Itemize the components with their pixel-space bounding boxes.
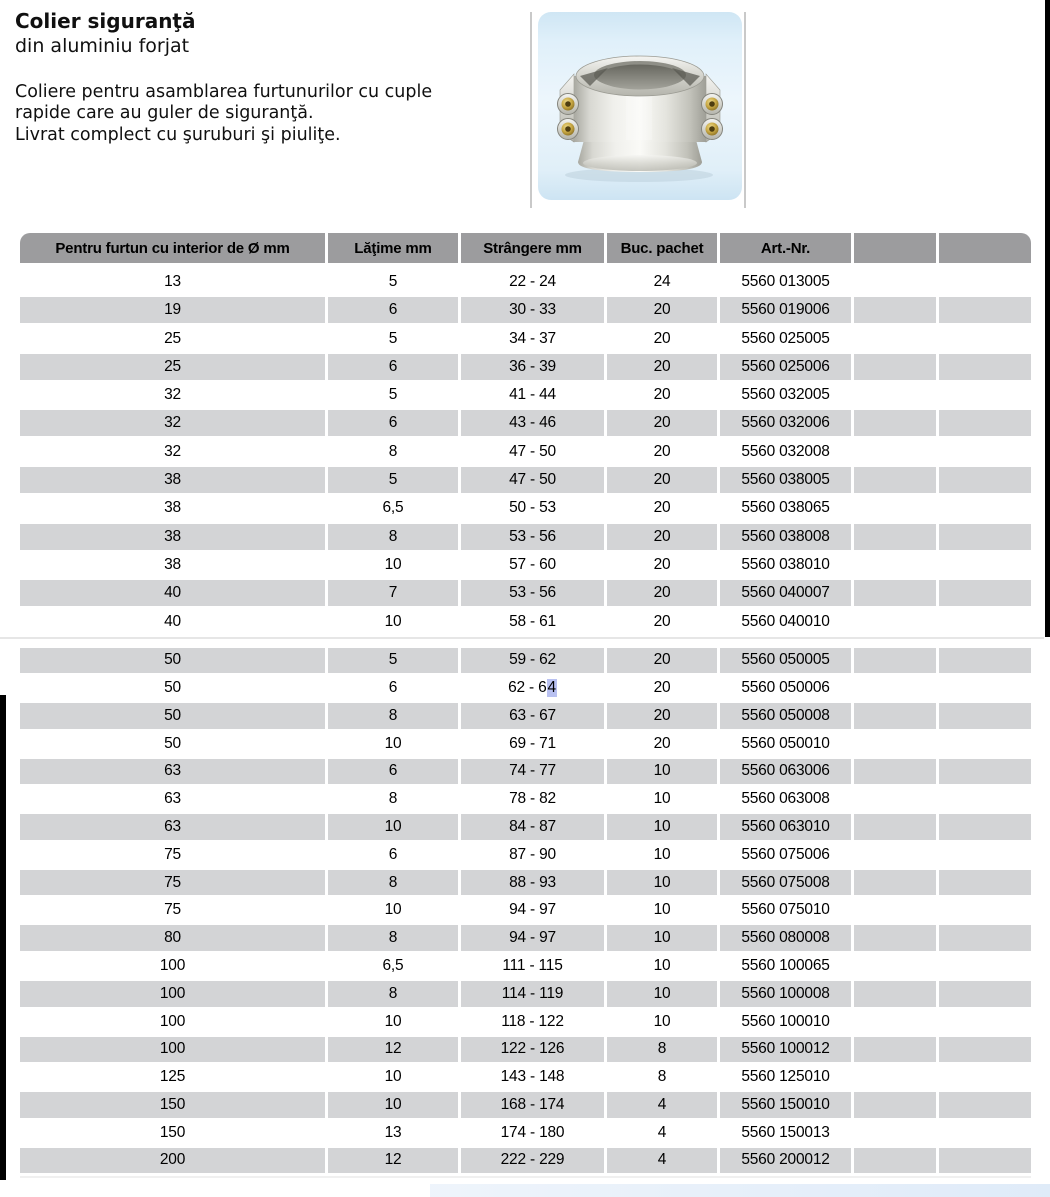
table-cell: 100: [20, 1037, 325, 1063]
table-row: [20, 870, 1031, 896]
table-row: [20, 731, 1031, 757]
table-cell: 41 - 44: [461, 382, 604, 408]
table-cell: [854, 354, 936, 380]
table-cell: 58 - 61: [461, 609, 604, 635]
table-cell: 6: [328, 842, 458, 868]
page-subtitle: din aluminiu forjat: [15, 35, 190, 57]
table-cell: [854, 439, 936, 465]
table-cell: 20: [607, 609, 717, 635]
table-cell: 6,5: [328, 495, 458, 521]
table-cell: 75: [20, 870, 325, 896]
table-cell: 8: [607, 1037, 717, 1063]
table-cell: 100: [20, 1009, 325, 1035]
table-cell: [854, 467, 936, 493]
table-cell: [854, 925, 936, 951]
table-cell: 4: [607, 1092, 717, 1118]
table-cell: [939, 786, 1031, 812]
table-cell: [854, 1120, 936, 1146]
table-cell: 36 - 39: [461, 354, 604, 380]
table-cell: [939, 814, 1031, 840]
table-cell: 122 - 126: [461, 1037, 604, 1063]
table-row: [20, 609, 1031, 635]
table-row: [20, 1064, 1031, 1090]
table-cell: 5: [328, 326, 458, 352]
page-title: Colier siguranţă: [15, 9, 196, 33]
table-cell: [939, 759, 1031, 785]
table-row: [20, 439, 1031, 465]
table-row: [20, 580, 1031, 606]
table-cell: 38: [20, 524, 325, 550]
table-cell: [854, 580, 936, 606]
table-cell: 63 - 67: [461, 703, 604, 729]
table-row: [20, 467, 1031, 493]
table-cell: 13: [20, 269, 325, 295]
table-cell: 5560 100010: [720, 1009, 851, 1035]
table-cell: 10: [328, 814, 458, 840]
table-cell: 20: [607, 326, 717, 352]
table-cell: 8: [328, 524, 458, 550]
table-cell: 5560 038008: [720, 524, 851, 550]
table-cell: 40: [20, 580, 325, 606]
table-cell: 20: [607, 703, 717, 729]
table-cell: 10: [607, 814, 717, 840]
table-row: [20, 1148, 1031, 1174]
table-row: [20, 1009, 1031, 1035]
table-cell: 94 - 97: [461, 925, 604, 951]
table-cell: 168 - 174: [461, 1092, 604, 1118]
table-cell: [939, 898, 1031, 924]
table-cell: 8: [328, 439, 458, 465]
table-cell: 12: [328, 1148, 458, 1174]
table-cell: 7: [328, 580, 458, 606]
table-cell: 87 - 90: [461, 842, 604, 868]
table-cell: 8: [328, 786, 458, 812]
table-cell: 10: [607, 786, 717, 812]
table-row: [20, 648, 1031, 674]
table-cell: 5560 100008: [720, 981, 851, 1007]
scan-artifact-right-bar: [1045, 0, 1050, 637]
table-cell: 5560 032005: [720, 382, 851, 408]
table-row: [20, 382, 1031, 408]
page-break-line: [0, 637, 1044, 639]
table-cell: [939, 467, 1031, 493]
table-cell: 12: [328, 1037, 458, 1063]
table-cell: [939, 870, 1031, 896]
description-line: Livrat complect cu şuruburi şi piuliţe.: [15, 124, 341, 145]
column-header-art-nr: Art.-Nr.: [720, 233, 851, 263]
table-row: [20, 981, 1031, 1007]
table-cell: 5560 050008: [720, 703, 851, 729]
table-row: [20, 1120, 1031, 1146]
table-cell: [854, 524, 936, 550]
table-cell: 47 - 50: [461, 467, 604, 493]
table-cell: 5560 040010: [720, 609, 851, 635]
table-cell: 10: [607, 898, 717, 924]
table-cell: [854, 326, 936, 352]
table-cell: [854, 1092, 936, 1118]
table-cell: 20: [607, 495, 717, 521]
table-cell: 4: [607, 1120, 717, 1146]
product-photo: [538, 12, 742, 200]
table-cell: 22 - 24: [461, 269, 604, 295]
table-cell: [854, 898, 936, 924]
table-cell: 5560 025005: [720, 326, 851, 352]
table-cell: [854, 609, 936, 635]
table-cell: 8: [607, 1064, 717, 1090]
table-cell: 32: [20, 410, 325, 436]
table-cell: 50 - 53: [461, 495, 604, 521]
table-cell: 32: [20, 439, 325, 465]
table-cell: [854, 731, 936, 757]
table-cell: [939, 524, 1031, 550]
table-cell: [854, 953, 936, 979]
table-cell: 100: [20, 953, 325, 979]
table-cell: 5560 050010: [720, 731, 851, 757]
table-cell: [939, 580, 1031, 606]
table-cell: 38: [20, 495, 325, 521]
table-cell: [854, 981, 936, 1007]
table-row: [20, 552, 1031, 578]
table-cell: 80: [20, 925, 325, 951]
table-cell: 5560 150013: [720, 1120, 851, 1146]
bolt-icon: [702, 119, 723, 140]
table-cell: 5560 013005: [720, 269, 851, 295]
description-line: rapide care au guler de siguranţă.: [15, 103, 314, 124]
table-cell: 63: [20, 814, 325, 840]
table-cell: 20: [607, 731, 717, 757]
scan-artifact-left-bar: [0, 695, 6, 1180]
scan-artifact-bottom-tint: [430, 1184, 1050, 1197]
table-cell: 53 - 56: [461, 580, 604, 606]
table-cell: 47 - 50: [461, 439, 604, 465]
table-cell: 40: [20, 609, 325, 635]
table-cell: [854, 269, 936, 295]
table-cell: [854, 648, 936, 674]
table-cell: 10: [328, 898, 458, 924]
table-cell: 5560 038065: [720, 495, 851, 521]
table-cell: 38: [20, 552, 325, 578]
table-cell: 20: [607, 580, 717, 606]
table-cell: 19: [20, 297, 325, 323]
table-cell: 59 - 62: [461, 648, 604, 674]
table-cell: [854, 1148, 936, 1174]
table-cell: 118 - 122: [461, 1009, 604, 1035]
table-cell: 6: [328, 354, 458, 380]
bolt-icon: [558, 119, 579, 140]
table-body: [20, 269, 1031, 1173]
table-cell: [854, 759, 936, 785]
table-cell: [939, 1148, 1031, 1174]
table-cell: 5560 032006: [720, 410, 851, 436]
table-cell: 62 - 6 4: [461, 675, 604, 701]
table-cell: [939, 1037, 1031, 1063]
table-cell: 10: [607, 870, 717, 896]
column-header-pack-qty: Buc. pachet: [607, 233, 717, 263]
table-cell: 6: [328, 759, 458, 785]
table-cell: 5560 100012: [720, 1037, 851, 1063]
column-header-empty: [854, 233, 936, 263]
table-cell: 10: [328, 1092, 458, 1118]
table-cell: [854, 410, 936, 436]
photo-cell-border-left: [530, 12, 532, 208]
clamp-illustration: [538, 12, 742, 200]
column-header-diameter: Pentru furtun cu interior de Ø mm: [20, 233, 325, 263]
table-row: [20, 703, 1031, 729]
table-row: [20, 297, 1031, 323]
table-cell: [939, 925, 1031, 951]
table-cell: 30 - 33: [461, 297, 604, 323]
table-cell: 150: [20, 1120, 325, 1146]
table-row: [20, 354, 1031, 380]
table-cell: 84 - 87: [461, 814, 604, 840]
table-cell: 10: [328, 1064, 458, 1090]
table-cell: 100: [20, 981, 325, 1007]
table-cell: 50: [20, 703, 325, 729]
text-selection: 4: [547, 679, 556, 697]
table-cell: 174 - 180: [461, 1120, 604, 1146]
table-cell: [939, 842, 1031, 868]
table-cell: 5: [328, 648, 458, 674]
table-cell: 5560 050006: [720, 675, 851, 701]
table-cell: 53 - 56: [461, 524, 604, 550]
table-row: [20, 524, 1031, 550]
table-row: [20, 410, 1031, 436]
table-cell: [854, 1064, 936, 1090]
table-cell: 88 - 93: [461, 870, 604, 896]
table-cell: 20: [607, 382, 717, 408]
table-cell: 10: [328, 731, 458, 757]
table-cell: 5: [328, 382, 458, 408]
table-cell: [939, 609, 1031, 635]
table-cell: 20: [607, 297, 717, 323]
table-cell: 20: [607, 354, 717, 380]
table-cell: 57 - 60: [461, 552, 604, 578]
table-cell: 10: [607, 925, 717, 951]
table-cell: 34 - 37: [461, 326, 604, 352]
table-cell: 25: [20, 326, 325, 352]
table-cell: 20: [607, 675, 717, 701]
table-cell: 6: [328, 297, 458, 323]
table-row: [20, 898, 1031, 924]
table-row: [20, 326, 1031, 352]
table-cell: 8: [328, 925, 458, 951]
table-cell: 75: [20, 842, 325, 868]
table-row: [20, 1037, 1031, 1063]
table-cell: 25: [20, 354, 325, 380]
table-cell: 5560 200012: [720, 1148, 851, 1174]
table-cell: 5: [328, 467, 458, 493]
table-cell: 6,5: [328, 953, 458, 979]
table-cell: 10: [607, 981, 717, 1007]
table-cell: [854, 382, 936, 408]
table-cell: 50: [20, 648, 325, 674]
table-cell: [854, 675, 936, 701]
table-cell: 5560 100065: [720, 953, 851, 979]
column-header-width: Lăţime mm: [328, 233, 458, 263]
table-cell: [939, 981, 1031, 1007]
table-cell: [854, 552, 936, 578]
table-cell: 10: [607, 842, 717, 868]
bolt-icon: [558, 94, 579, 115]
table-cell: [939, 382, 1031, 408]
table-cell: 75: [20, 898, 325, 924]
table-cell: 6: [328, 675, 458, 701]
table-cell: 5560 025006: [720, 354, 851, 380]
table-cell: 94 - 97: [461, 898, 604, 924]
table-cell: 8: [328, 870, 458, 896]
table-cell: 5560 050005: [720, 648, 851, 674]
table-cell: 150: [20, 1092, 325, 1118]
table-row: [20, 786, 1031, 812]
table-cell: [939, 648, 1031, 674]
table-cell: 74 - 77: [461, 759, 604, 785]
table-row: [20, 269, 1031, 295]
table-cell: [854, 1037, 936, 1063]
table-cell: 10: [607, 759, 717, 785]
table-cell: [939, 269, 1031, 295]
table-cell: 125: [20, 1064, 325, 1090]
table-cell: [939, 297, 1031, 323]
table-cell: 5560 080008: [720, 925, 851, 951]
table-cell: [939, 731, 1031, 757]
table-cell: 38: [20, 467, 325, 493]
table-cell: 10: [607, 1009, 717, 1035]
table-row: [20, 1092, 1031, 1118]
table-cell: [939, 953, 1031, 979]
table-cell: [854, 703, 936, 729]
table-cell: 20: [607, 467, 717, 493]
table-cell: 5560 125010: [720, 1064, 851, 1090]
table-cell: 5560 040007: [720, 580, 851, 606]
table-cell: 63: [20, 786, 325, 812]
table-segment: [20, 648, 1031, 1174]
table-row: [20, 842, 1031, 868]
table-cell: 63: [20, 759, 325, 785]
table-cell: [854, 1009, 936, 1035]
table-row: [20, 925, 1031, 951]
table-cell: 20: [607, 552, 717, 578]
table-cell: [939, 552, 1031, 578]
table-cell: 10: [607, 953, 717, 979]
table-cell: 50: [20, 731, 325, 757]
table-cell: 5: [328, 269, 458, 295]
table-cell: 8: [328, 981, 458, 1007]
table-cell: 5560 150010: [720, 1092, 851, 1118]
table-cell: [854, 842, 936, 868]
table-cell: [939, 495, 1031, 521]
table-cell: 8: [328, 703, 458, 729]
product-table: [20, 233, 1031, 1173]
column-header-empty: [939, 233, 1031, 263]
table-cell: 4: [607, 1148, 717, 1174]
table-cell: [939, 1009, 1031, 1035]
table-cell: 78 - 82: [461, 786, 604, 812]
table-cell: [854, 870, 936, 896]
table-cell: [854, 297, 936, 323]
description-line: Coliere pentru asamblarea furtunurilor cu cuple: [15, 82, 433, 102]
table-cell: 111 - 115: [461, 953, 604, 979]
table-cell: [939, 675, 1031, 701]
table-cell: 114 - 119: [461, 981, 604, 1007]
table-cell: 5560 075006: [720, 842, 851, 868]
table-cell: [939, 354, 1031, 380]
table-cell: 69 - 71: [461, 731, 604, 757]
table-cell: 5560 075010: [720, 898, 851, 924]
table-cell: 20: [607, 648, 717, 674]
table-row: [20, 675, 1031, 701]
table-cell: [939, 1064, 1031, 1090]
table-cell: [939, 703, 1031, 729]
table-cell: [939, 326, 1031, 352]
table-cell: [854, 786, 936, 812]
table-cell: 20: [607, 524, 717, 550]
table-cell: 43 - 46: [461, 410, 604, 436]
table-cell: 5560 063006: [720, 759, 851, 785]
table-cell: 143 - 148: [461, 1064, 604, 1090]
table-bottom-line: [20, 1176, 1031, 1178]
table-cell: 5560 038005: [720, 467, 851, 493]
table-row: [20, 495, 1031, 521]
photo-cell-border-right: [744, 12, 746, 208]
table-cell: 10: [328, 609, 458, 635]
table-cell: 222 - 229: [461, 1148, 604, 1174]
table-cell: 24: [607, 269, 717, 295]
table-cell: [854, 814, 936, 840]
table-cell: [939, 1092, 1031, 1118]
table-cell: 200: [20, 1148, 325, 1174]
intro-block: [15, 8, 432, 146]
table-row: [20, 953, 1031, 979]
table-cell: [939, 410, 1031, 436]
product-description: [15, 82, 432, 146]
table-segment: [20, 269, 1031, 635]
table-cell: 10: [328, 552, 458, 578]
table-cell: 5560 019006: [720, 297, 851, 323]
table-cell: 20: [607, 439, 717, 465]
table-header-row: [20, 233, 1031, 263]
bolt-icon: [702, 94, 723, 115]
table-cell: [939, 1120, 1031, 1146]
table-cell: 5560 075008: [720, 870, 851, 896]
table-cell: 10: [328, 1009, 458, 1035]
table-row: [20, 759, 1031, 785]
table-cell: 20: [607, 410, 717, 436]
table-cell: 6: [328, 410, 458, 436]
column-header-clamping: Strângere mm: [461, 233, 604, 263]
table-cell: [854, 495, 936, 521]
table-cell: 5560 063010: [720, 814, 851, 840]
table-cell: 13: [328, 1120, 458, 1146]
table-row: [20, 814, 1031, 840]
table-cell: [939, 439, 1031, 465]
table-cell: 5560 038010: [720, 552, 851, 578]
table-cell: 5560 032008: [720, 439, 851, 465]
table-cell: 5560 063008: [720, 786, 851, 812]
table-cell: 50: [20, 675, 325, 701]
table-cell: 32: [20, 382, 325, 408]
